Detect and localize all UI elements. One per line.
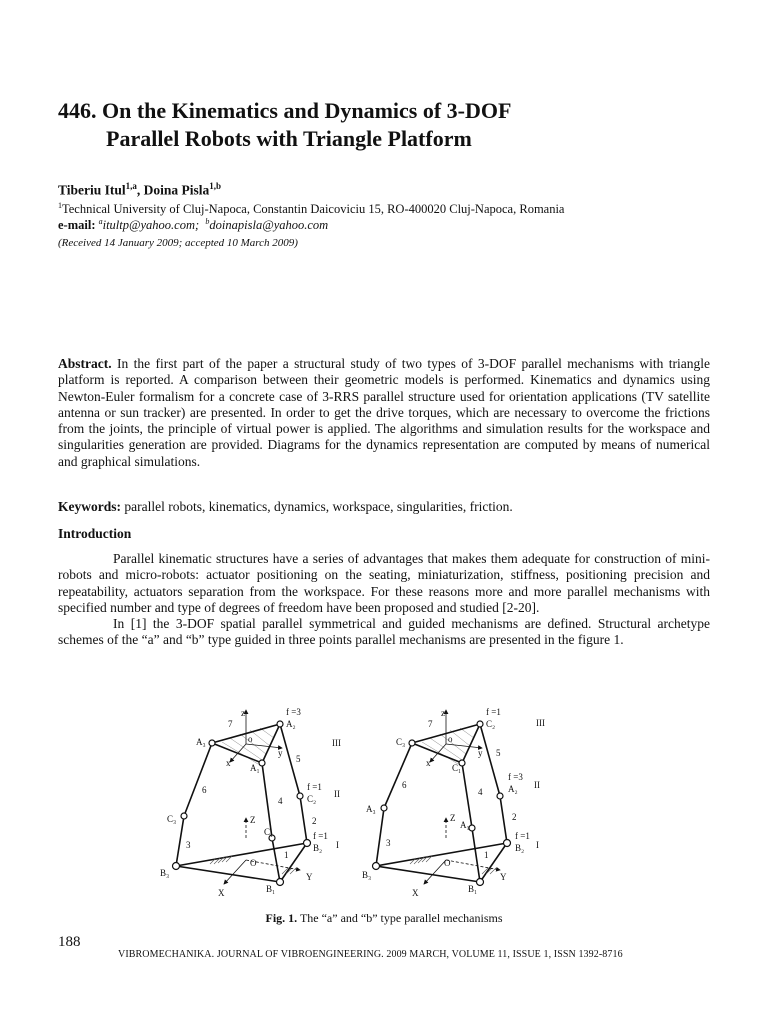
label-B3-b: B₃ (362, 870, 372, 880)
label-4-b: 4 (478, 787, 483, 797)
label-III-b: III (536, 718, 545, 728)
journal-footer: VIBROMECHANIKA. JOURNAL OF VIBROENGINEERING. 2009 MARCH, VOLUME 11, ISSUE 1, ISSN 1392-8716 (118, 949, 623, 960)
leg-6-a (184, 743, 212, 816)
label-6-b: 6 (402, 780, 407, 790)
label-C1-a: C₁ (264, 827, 274, 837)
leg-5-b (480, 724, 500, 796)
label-o-a: o (248, 734, 253, 744)
leg-4-b (462, 763, 472, 828)
leg-3-b (376, 808, 384, 866)
label-A2-b: A₂ (508, 784, 518, 794)
author-2-affil: 1,b (209, 181, 222, 191)
label-f-low-a: f =1 (313, 831, 328, 841)
axis-X-a (224, 860, 246, 884)
label-4-a: 4 (278, 796, 283, 806)
caption-label: Fig. 1. (265, 911, 298, 925)
axis-y-a (246, 744, 282, 748)
figure-caption (0, 911, 768, 926)
section-heading-introduction: Introduction (58, 526, 132, 541)
labels-a (160, 707, 341, 898)
label-B3-a: B₃ (160, 868, 170, 878)
label-A2-a: A₂ (286, 719, 296, 729)
label-2-a: 2 (312, 816, 317, 826)
label-5-b: 5 (496, 748, 501, 758)
joint-B1-a (277, 879, 284, 886)
label-7-a: 7 (228, 719, 233, 729)
platform-edge-a3-a1 (212, 743, 262, 763)
label-II-b: II (534, 780, 540, 790)
label-Z-b: Z (450, 813, 456, 823)
introduction-body (58, 551, 710, 649)
joint-A2-a (277, 721, 283, 727)
joint-B2-a (304, 840, 311, 847)
joint-A1-b (469, 825, 475, 831)
label-B2-a: B₂ (313, 843, 323, 853)
label-1-b: 1 (484, 850, 489, 860)
label-f-mid-a: f =1 (307, 782, 322, 792)
label-2-b: 2 (512, 812, 517, 822)
label-6-a: 6 (202, 785, 207, 795)
label-A3-a: A₃ (196, 737, 206, 747)
joint-A3-b (381, 805, 387, 811)
email-line (58, 217, 328, 233)
label-7-b: 7 (428, 719, 433, 729)
affiliation-marker: 1 (58, 201, 62, 210)
label-C3-a: C₃ (167, 814, 177, 824)
label-A3-b: A₃ (366, 804, 376, 814)
label-C2-b: C₂ (486, 719, 496, 729)
author-2: Doina Pisla (143, 182, 210, 198)
author-separator: , (136, 182, 144, 198)
mechanism-b (373, 710, 511, 886)
axis-x-b (430, 744, 446, 762)
label-II-a: II (334, 789, 340, 799)
joint-C3-a (181, 813, 187, 819)
joint-C2-b (477, 721, 483, 727)
label-B1-b: B₁ (468, 884, 478, 894)
keywords-label: Keywords: (58, 499, 121, 514)
label-X-a: X (218, 888, 225, 898)
label-z-a: z (241, 708, 245, 718)
label-III-a: III (332, 738, 341, 748)
affiliation-text: Technical University of Cluj-Napoca, Constantin Daicoviciu 15, RO-400020 Cluj-Napoca, Romania (62, 202, 565, 217)
mechanism-a (173, 710, 311, 886)
axis-X-b (424, 860, 446, 884)
leg-2-a (300, 796, 307, 843)
abstract-label: Abstract. (58, 356, 112, 371)
label-f-mid-b: f =3 (508, 772, 523, 782)
label-3-a: 3 (186, 840, 191, 850)
label-Y-a: Y (306, 872, 313, 882)
label-x-b: x (426, 758, 431, 768)
labels-b (362, 707, 545, 898)
paper-title (58, 97, 718, 153)
label-f-top-a: f =3 (286, 707, 301, 717)
label-C2-a: C₂ (307, 794, 317, 804)
axis-x-a (230, 744, 246, 762)
label-B1-a: B₁ (266, 884, 276, 894)
joint-B3-a (173, 863, 180, 870)
label-f-low-b: f =1 (515, 831, 530, 841)
label-C1-b: C₁ (452, 763, 462, 773)
title-line-2: Parallel Robots with Triangle Platform (106, 126, 472, 151)
affiliation (58, 201, 564, 217)
label-C3-b: C₃ (396, 737, 406, 747)
label-X-b: X (412, 888, 419, 898)
intro-paragraph-1: Parallel kinematic structures have a series of advantages that makes them adequate for construction of mini-robots and micro-robots: actuator positioning on the seating, miniaturization, stiffness, positioning precision and repeatability, actuators separation from the workspace. For these reasons more and more parallel mechanisms with specified number and type of degrees of freedom have been proposed and studied [2-20]. (58, 551, 710, 615)
email-label: e-mail: (58, 218, 96, 233)
author-1-affil: 1,a (125, 181, 137, 191)
leg-3-a (176, 816, 184, 866)
leg-1-b (472, 828, 480, 882)
label-x-a: x (226, 758, 231, 768)
label-A1-b: A₁ (460, 820, 470, 830)
leg-1-a (272, 838, 280, 882)
email-b[interactable]: doinapisla@yahoo.com (209, 218, 329, 233)
joint-A2-b (497, 793, 503, 799)
leg-2-b (500, 796, 507, 843)
joint-B1-b (477, 879, 484, 886)
joint-C2-a (297, 793, 303, 799)
axis-y-b (446, 744, 482, 748)
joint-A3-a (209, 740, 215, 746)
joint-A1-a (259, 760, 265, 766)
label-3-b: 3 (386, 838, 391, 848)
email-a-marker: a (98, 217, 103, 226)
email-b-marker: b (205, 217, 210, 226)
intro-paragraph-2: In [1] the 3-DOF spatial parallel symmetrical and guided mechanisms are defined. Structural archetype schemes of the “a” and “b” type guided in three points parallel mechanisms are presented in the figure 1. (58, 616, 710, 648)
label-f-top-b: f =1 (486, 707, 501, 717)
email-a[interactable]: itultp@yahoo.com; (102, 218, 200, 233)
label-5-a: 5 (296, 754, 301, 764)
page-number: 188 (58, 934, 81, 950)
label-Z-a: Z (250, 815, 256, 825)
platform-edge-c3-c1 (412, 743, 462, 763)
title-line-1: 446. On the Kinematics and Dynamics of 3-DOF (58, 98, 512, 123)
label-y-a: y (278, 748, 283, 758)
received-dates: (Received 14 January 2009; accepted 10 March 2009) (58, 237, 298, 249)
figure-1-mechanisms (150, 698, 630, 908)
author-list (58, 181, 221, 199)
label-1-a: 1 (284, 850, 289, 860)
keywords (58, 499, 710, 515)
leg-6-b (384, 743, 412, 808)
joint-B2-b (504, 840, 511, 847)
base-edge-b2-b1 (280, 843, 307, 882)
joint-B3-b (373, 863, 380, 870)
label-B2-b: B₂ (515, 843, 525, 853)
abstract-text: In the first part of the paper a structural study of two types of 3-DOF parallel mechanisms with triangle platform is reported. A comparison between their geometric models is performed. Kinematics and dynamics using Newton-Euler formalism for a concrete case of 3-RRS parallel structure used for orientation applications (TV satellite antenna or sun tracker) are presented. In order to get the drive torques, which are necessary to overcome the frictions from the joints, the principle of virtual power is applied. The algorithms and simulation results for the workspace and singularities generation are provided. Diagrams for the dynamics representation are computed by means of numerical and graphical simulations. (58, 356, 710, 469)
label-O-a: O (250, 858, 257, 868)
label-Y-b: Y (500, 872, 507, 882)
joint-C3-b (409, 740, 415, 746)
caption-text: The “a” and “b” type parallel mechanisms (297, 911, 503, 925)
abstract (58, 356, 710, 470)
author-1: Tiberiu Itul (58, 182, 126, 198)
label-I-a: I (336, 840, 339, 850)
label-O-b: O (444, 858, 451, 868)
label-y-b: y (478, 748, 483, 758)
label-A1-a: A₁ (250, 763, 260, 773)
label-o-b: o (448, 734, 453, 744)
label-I-b: I (536, 840, 539, 850)
keywords-text: parallel robots, kinematics, dynamics, workspace, singularities, friction. (121, 499, 513, 514)
label-z-b: z (441, 708, 445, 718)
